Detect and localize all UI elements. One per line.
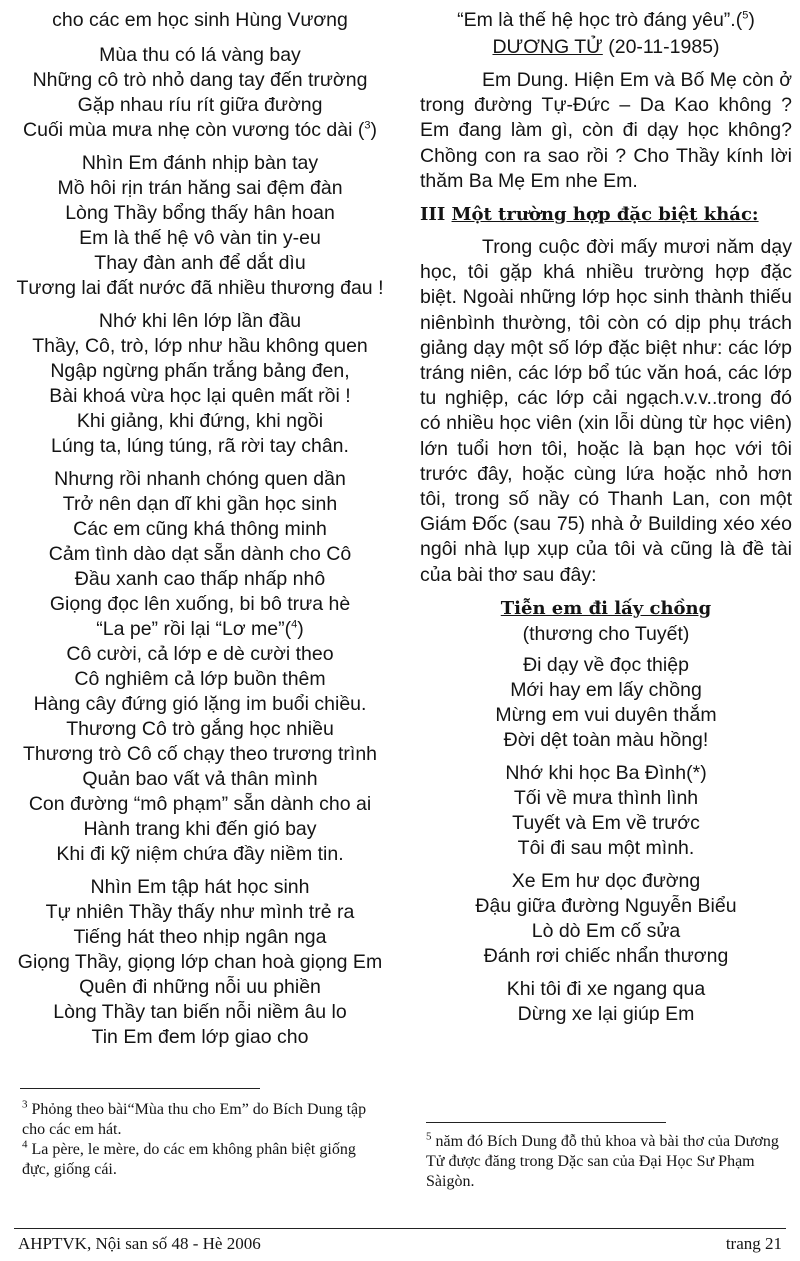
poem-line: Nhớ khi học Ba Đình(*) [505, 761, 707, 784]
poem-line: Hàng cây đứng gió lặng im buổi chiều. [33, 693, 367, 715]
poem-stanza-r3 [420, 869, 792, 969]
poem-line: Khi tôi đi xe ngang qua [506, 977, 706, 1000]
poem-line: Đánh rơi chiếc nhẩn thương [483, 944, 729, 967]
poem-line: Những cô trò nhỏ dang tay đến trường [32, 69, 368, 91]
poem-line: Đi dạy về đọc thiệp [523, 653, 689, 676]
poem-line: Giọng đọc lên xuống, bi bô trưa hè [49, 593, 351, 615]
poem-body [420, 653, 792, 1027]
poem-stanza-r4 [420, 977, 792, 1027]
poem-line: Cô cười, cả lớp e dè cười theo [66, 643, 334, 665]
poem-line: Lúng ta, lúng túng, rã rời tay chân. [51, 435, 349, 457]
poem-line: Tiếng hát theo nhịp ngân nga [73, 926, 327, 948]
poem-line: Tôi đi sau một mình. [517, 836, 695, 859]
poem-stanza-r1 [420, 653, 792, 753]
poem-line: Hành trang khi đến gió bay [83, 818, 317, 840]
poem-line: Đời dệt toàn màu hồng! [503, 728, 709, 751]
poem-line: Giọng Thầy, giọng lớp chan hoà giọng Em [17, 951, 383, 973]
poem-line: Nhớ khi lên lớp lần đầu [98, 310, 302, 332]
poem-line: Mồ hôi rịn trán hăng sai đệm đàn [57, 177, 343, 199]
poem-line: Khi đi kỹ niệm chứa đầy niềm tin. [56, 843, 344, 865]
poem-line: Đầu xanh cao thấp nhấp nhô [74, 568, 326, 590]
footnote-ref-4: 4 [291, 618, 298, 631]
poem-line: Quản bao vất vả thân mình [82, 768, 318, 790]
poem-stanza-5 [14, 875, 386, 1050]
poem-title: Tiễn em đi lấy chồng [500, 597, 712, 619]
poem-subtitle: (thương cho Tuyết) [522, 622, 690, 645]
poem-stanza-1 [14, 43, 386, 143]
poem-line: Em là thế hệ vô vàn tin y-eu [79, 227, 321, 249]
poem-line: Nhìn Em đánh nhịp bàn tay [81, 152, 319, 174]
footnote-4: $^4$ La père, le mère, do các em không phân biệt giống đực, giống cái. [22, 1138, 356, 1178]
poem-line: Nhưng rồi nhanh chóng quen dần [54, 468, 346, 490]
poem-line: Lòng Thầy bổng thấy hân hoan [65, 202, 335, 224]
poem-line: Mừng em vui duyên thắm [495, 703, 717, 726]
footnote-ref-3: 3 [364, 119, 371, 132]
poem-dedication-line: cho các em học sinh Hùng Vương [52, 9, 348, 31]
poem-line: Các em cũng khá thông minh [73, 518, 327, 540]
poem-line: Trở nên dạn dĩ khi gần học sinh [62, 493, 338, 515]
left-column [14, 8, 386, 1058]
poem-closing-line: “Em là thế hệ học trò đáng yêu”.($^5$) [457, 9, 755, 31]
poem-line: Con đường “mô phạm” sẵn dành cho ai [28, 793, 372, 815]
section-heading: III Một trường hợp đặc biệt khác: [420, 204, 759, 226]
poem-line: Đậu giữa đường Nguyễn Biểu [475, 894, 737, 917]
letter-paragraph: Em Dung. Hiện Em và Bố Mẹ còn ở trong đường Tự-Đức – Da Kao không ? Em đang làm gì, còn đi dạy học không? Chồng con ra sao rồi ? Cho Thầy kính lời thăm Ba Mẹ Em nhe Em. [420, 69, 792, 192]
poem-stanza-4 [14, 467, 386, 867]
poem-line: Thầy, Cô, trò, lớp như hầu không quen [32, 335, 368, 357]
poem-line: Mới hay em lấy chồng [510, 678, 702, 701]
poem-line: Cô nghiêm cả lớp buồn thêm [74, 668, 326, 690]
footnote-divider-right [426, 1122, 666, 1123]
poem-line: Mùa thu có lá vàng bay [99, 44, 301, 66]
footnotes-left [22, 1100, 384, 1180]
footer-divider [14, 1228, 786, 1229]
poem-line: Bài khoá vừa học lại quên mất rồi ! [49, 385, 351, 407]
poem-stanza-r2 [420, 761, 792, 861]
poem-line: Xe Em hư dọc đường [511, 869, 701, 892]
poem-stanza-2 [14, 151, 386, 301]
poem-line: Tương lai đất nước đã nhiều thương đau ! [16, 277, 384, 299]
footnotes-right [426, 1132, 788, 1192]
footnote-5: $^5$ năm đó Bích Dung đỗ thủ khoa và bài thơ của Dương Tử được đăng trong Dặc san của Đại Học Sư Phạm Sàigòn. [426, 1130, 779, 1190]
poem-line: Thay đàn anh để dắt dìu [94, 252, 306, 274]
author-name: DƯƠNG TỬ [492, 36, 603, 58]
poem-line: Quên đi những nỗi uu phiền [79, 976, 321, 998]
signature-date: (20-11-1985) [602, 36, 720, 58]
poem-line: Tối về mưa thình lình [513, 786, 699, 809]
poem-line: Gặp nhau ríu rít giữa đường [77, 94, 323, 116]
body-paragraph: Trong cuộc đời mấy mươi năm dạy học, tôi gặp khá nhiều trường hợp đặc biệt. Ngoài những lớp học sinh thành thiếu niênbình thường, tôi còn có dịp phụ trách giảng dạy một số lớp đặc biệt như: các lớp tráng niên, các lớp bổ túc văn hoá, các lớp tu nghiệp, các lớp cải ngạch.v.v..trong đó có nhiều học viên (xin lỗi dùng từ học viên) lớn tuổi hơn tôi, hoặc là bạn học với tôi trước đây, hoặc cùng lứa hoặc nhỏ hơn tôi, trong số nầy có Thanh Lan, con một Giám Đốc (sau 75) nhà ở Building xéo xéo ngôi nhà lụp xụp của tôi và cũng là đề tài của bài thơ sau đây: [420, 236, 792, 586]
poem-line: “La pe” rồi lại “Lơ me”($^4$) [96, 618, 304, 640]
footnote-divider-left [20, 1088, 260, 1089]
poem-line: Ngập ngừng phấn trắng bảng đen, [50, 360, 350, 382]
poem-line: Cuối mùa mưa nhẹ còn vương tóc dài ($^3$) [23, 119, 377, 141]
poem-line: Khi giảng, khi đứng, khi ngồi [76, 410, 324, 432]
poem-line: Thương Cô trò gắng học nhiều [66, 718, 334, 740]
poem-line: Tin Em đem lớp giao cho [91, 1026, 309, 1048]
poem-stanza-3 [14, 309, 386, 459]
author-signature [420, 35, 792, 60]
poem-line: Lò dò Em cố sửa [531, 919, 681, 942]
poem-line: Thương trò Cô cố chạy theo trương trình [22, 743, 378, 765]
right-column [420, 8, 792, 1035]
poem-line: Nhìn Em tập hát học sinh [90, 876, 310, 898]
poem-line: Lòng Thầy tan biến nỗi niềm âu lo [53, 1001, 347, 1023]
poem-line: Dừng xe lại giúp Em [517, 1002, 695, 1025]
footer-publication: AHPTVK, Nội san số 48 - Hè 2006 [18, 1234, 261, 1253]
footer-page-number: trang 21 [725, 1234, 782, 1253]
poem-line: Tuyết và Em về trước [512, 811, 700, 834]
footnote-ref-5: 5 [742, 9, 749, 22]
footnote-3: $^3$ Phỏng theo bài“Mùa thu cho Em” do Bích Dung tập cho các em hát. [22, 1098, 367, 1138]
poem-line: Tự nhiên Thầy thấy như mình trẻ ra [45, 901, 355, 923]
poem-line: Cảm tình dào dạt sẵn dành cho Cô [48, 543, 352, 565]
